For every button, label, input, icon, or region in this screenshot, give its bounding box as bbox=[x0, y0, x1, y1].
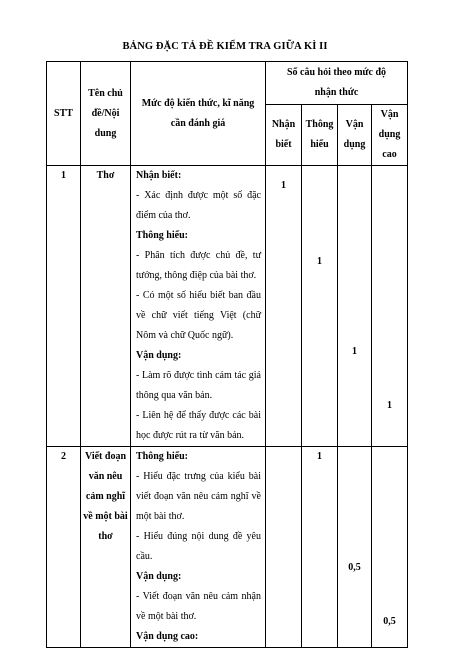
header-question-count: Số câu hỏi theo mức độ nhận thức bbox=[266, 62, 408, 105]
criterion-text: - Hiểu đặc trưng của kiểu bài viết đoạn văn nêu cảm nghĩ về một bài thơ. bbox=[136, 471, 261, 522]
header-topic: Tên chủ đề/Nội dung bbox=[81, 62, 131, 166]
table-row bbox=[47, 447, 408, 648]
count-application: 1 bbox=[338, 166, 372, 447]
row-description bbox=[131, 166, 266, 447]
criterion-text: - Phân tích được chủ đề, tư tưởng, thông điệp của bài thơ. bbox=[136, 250, 261, 281]
row-description bbox=[131, 447, 266, 648]
level-heading: Nhận biết: bbox=[136, 170, 182, 181]
row-number: 1 bbox=[47, 166, 81, 447]
document-title: BẢNG ĐẶC TẢ ĐỀ KIỂM TRA GIỮA KÌ II bbox=[122, 41, 328, 52]
level-heading: Thông hiểu: bbox=[136, 230, 188, 241]
header-stt: STT bbox=[47, 62, 81, 166]
count-recognition: 1 bbox=[266, 166, 302, 447]
row-topic: Viết đoạn văn nêu cảm nghĩ về một bài thơ bbox=[81, 447, 131, 648]
count-understanding: 1 bbox=[302, 166, 338, 447]
header-level-high-application: Vận dụng cao bbox=[372, 105, 408, 166]
criterion-text: - Làm rõ được tình cảm tác giả thông qua văn bản. bbox=[136, 370, 261, 401]
count-understanding: 1 bbox=[302, 447, 338, 648]
count-high-application: 1 bbox=[372, 166, 408, 447]
level-heading: Thông hiểu: bbox=[136, 451, 188, 462]
header-level-application: Vận dụng bbox=[338, 105, 372, 166]
specification-table bbox=[46, 61, 408, 648]
criterion-text: - Hiểu đúng nội dung đề yêu cầu. bbox=[136, 531, 261, 562]
criterion-text: - Có một số hiểu biết ban đầu về chữ viết tiếng Việt (chữ Nôm và chữ Quốc ngữ). bbox=[136, 290, 261, 341]
header-level-understanding: Thông hiểu bbox=[302, 105, 338, 166]
row-topic: Thơ bbox=[81, 166, 131, 447]
count-high-application: 0,5 bbox=[372, 447, 408, 648]
criterion-text: - Xác định được một số đặc điểm của thơ. bbox=[136, 190, 261, 221]
level-heading: Vận dụng: bbox=[136, 350, 182, 361]
count-recognition bbox=[266, 447, 302, 648]
level-heading: Vận dụng: bbox=[136, 571, 182, 582]
table-row bbox=[47, 166, 408, 447]
row-number: 2 bbox=[47, 447, 81, 648]
header-level-recognition: Nhận biết bbox=[266, 105, 302, 166]
criterion-text: - Viết đoạn văn nêu cảm nhận về một bài thơ. bbox=[136, 591, 261, 622]
count-application: 0,5 bbox=[338, 447, 372, 648]
criterion-text: - Liên hệ để thấy được các bài học được rút ra từ văn bản. bbox=[136, 410, 261, 441]
header-description: Mức độ kiến thức, kĩ năng cần đánh giá bbox=[131, 62, 266, 166]
level-heading: Vận dụng cao: bbox=[136, 631, 199, 642]
